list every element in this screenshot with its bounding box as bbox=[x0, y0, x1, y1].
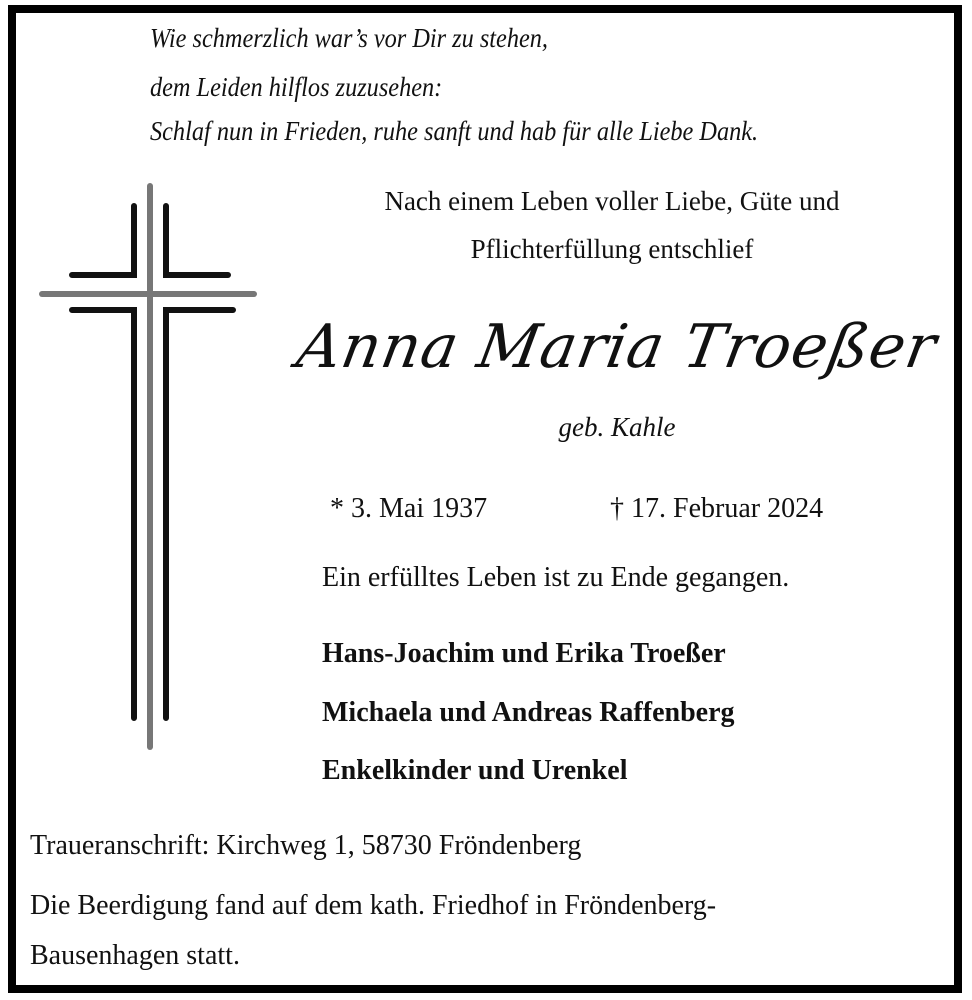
verse-line-3: Schlaf nun in Frieden, ruhe sanft und hab für alle Liebe Dank. bbox=[150, 116, 759, 146]
mourner-line-3: Enkelkinder und Urenkel bbox=[322, 755, 628, 786]
verse-line-2: dem Leiden hilflos zuzusehen: bbox=[150, 72, 443, 102]
birth-date: * 3. Mai 1937 bbox=[330, 493, 488, 524]
cross-icon bbox=[36, 180, 260, 755]
closing-line: Ein erfülltes Leben ist zu Ende gegangen. bbox=[322, 562, 790, 593]
mourning-address: Traueranschrift: Kirchweg 1, 58730 Fröndenberg bbox=[30, 830, 582, 861]
burial-line-2: Bausenhagen statt. bbox=[30, 940, 240, 971]
deceased-name: Anna Maria Troeßer bbox=[291, 312, 943, 382]
mourner-line-1: Hans-Joachim und Erika Troeßer bbox=[322, 638, 726, 669]
burial-line-1: Die Beerdigung fand auf dem kath. Friedhof in Fröndenberg- bbox=[30, 890, 717, 921]
death-date: † 17. Februar 2024 bbox=[610, 493, 824, 524]
mourner-line-2: Michaela und Andreas Raffenberg bbox=[322, 697, 735, 728]
intro-line-1: Nach einem Leben voller Liebe, Güte und bbox=[384, 186, 840, 216]
maiden-name: geb. Kahle bbox=[558, 412, 676, 442]
intro-line-2: Pflichterfüllung entschlief bbox=[470, 234, 754, 264]
verse-line-1: Wie schmerzlich war’s vor Dir zu stehen, bbox=[150, 23, 549, 53]
